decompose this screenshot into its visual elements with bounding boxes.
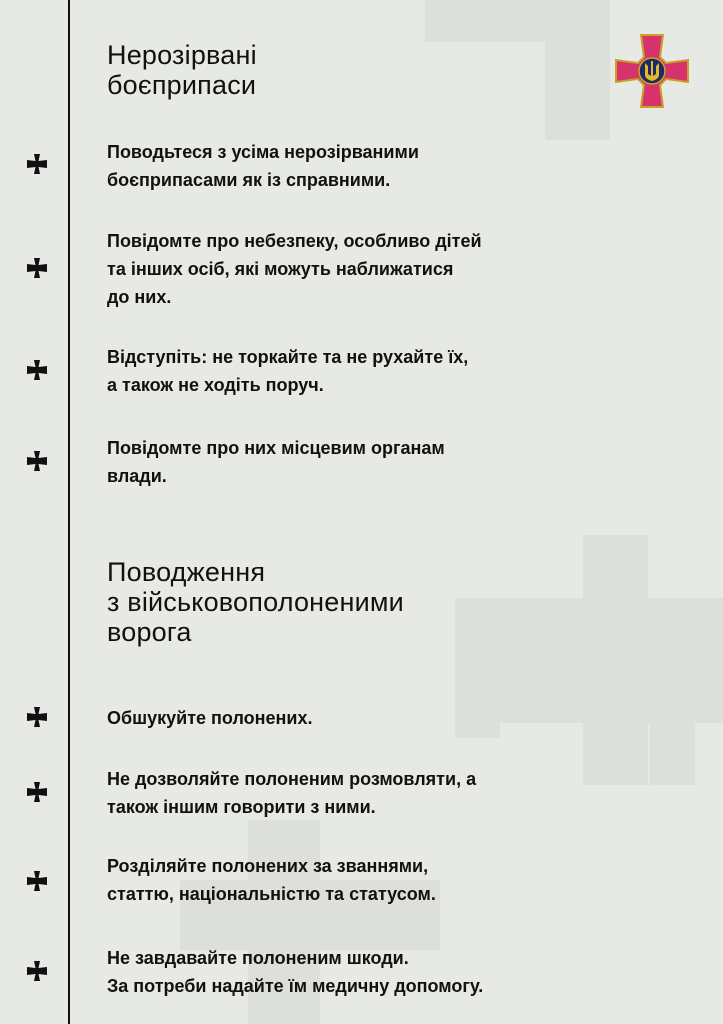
list-item: Повідомте про небезпеку, особливо дітей та інших осіб, які можуть наближатися до них.: [107, 231, 482, 307]
list-item: Не дозволяйте полоненим розмовляти, а також іншим говорити з ними.: [107, 769, 477, 817]
armed-forces-emblem-icon: [614, 33, 690, 109]
cross-bullet-icon: [26, 706, 48, 728]
list-item: Поводьтеся з усіма нерозірваними боєприпасами як із справними.: [107, 142, 419, 190]
background-cross-top-stem: [545, 0, 610, 140]
cross-bullet-icon: [26, 781, 48, 803]
list-item: Повідомте про них місцевим органам влади.: [107, 438, 445, 486]
cross-bullet-icon: [26, 450, 48, 472]
vertical-rule: [68, 0, 70, 1024]
cross-bullet-icon: [26, 870, 48, 892]
list-item: Розділяйте полонених за званнями, статтю, національністю та статусом.: [107, 856, 436, 904]
list-item: Обшукуйте полонених.: [107, 708, 313, 728]
section-title-unexploded-ordnance: Нерозірвані боєприпаси: [107, 40, 257, 100]
list-item: Відступіть: не торкайте та не рухайте їх, а також не ходіть поруч.: [107, 347, 469, 395]
list-item: Не завдавайте полоненим шкоди. За потреби надайте їм медичну допомогу.: [107, 948, 484, 996]
cross-bullet-icon: [26, 359, 48, 381]
cross-bullet-icon: [26, 153, 48, 175]
cross-bullet-icon: [26, 257, 48, 279]
background-cross-right-v3: [455, 598, 500, 738]
background-cross-right-v2: [650, 630, 695, 785]
section-title-prisoners-of-war: Поводження з військовополоненими ворога: [107, 557, 404, 647]
cross-bullet-icon: [26, 960, 48, 982]
